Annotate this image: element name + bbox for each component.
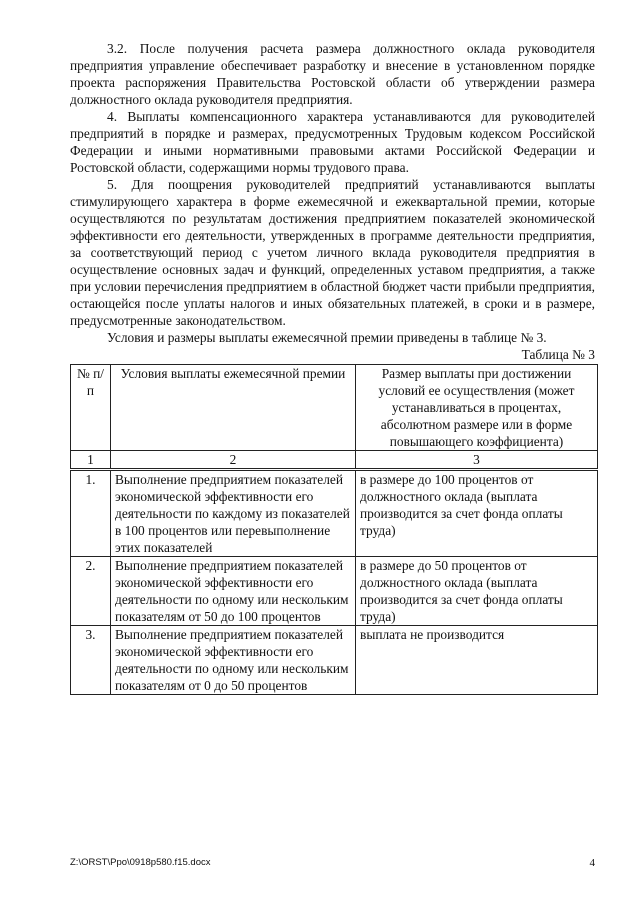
column-number-3: 3 bbox=[356, 451, 598, 470]
paragraph-3-2: 3.2. После получения расчета размера должностного оклада руководителя предприятия управление обеспечивает разработку и внесение в установленном порядке проекта распоряжения Правительства Ростовской области об утверждении размера должностного оклада руководителя предприятия. bbox=[70, 41, 595, 107]
header-size: Размер выплаты при достижении условий ее осуществления (может устанавливаться в процентах, абсолютном размере или в форме повышающего коэффициента) bbox=[356, 365, 598, 451]
row-condition: Выполнение предприятием показателей экономической эффективности его деятельности по одному или нескольким показателям от 50 до 100 процентов bbox=[111, 557, 356, 626]
row-number: 1. bbox=[71, 470, 111, 557]
row-condition: Выполнение предприятием показателей экономической эффективности его деятельности по одному или нескольким показателям от 0 до 50 процентов bbox=[111, 626, 356, 695]
row-number: 3. bbox=[71, 626, 111, 695]
header-number: № п/п bbox=[71, 365, 111, 451]
table-column-numbers-row bbox=[71, 451, 598, 470]
row-condition: Выполнение предприятием показателей экономической эффективности его деятельности по каждому из показателей в 100 процентов или перевыполнение этих показателей bbox=[111, 470, 356, 557]
file-path: Z:\ORST\Ppo\0918p580.f15.docx bbox=[70, 857, 211, 868]
table-row bbox=[71, 470, 598, 557]
header-condition: Условия выплаты ежемесячной премии bbox=[111, 365, 356, 451]
bonus-table bbox=[70, 364, 598, 695]
table-header-row bbox=[71, 365, 598, 451]
paragraph-4: 4. Выплаты компенсационного характера устанавливаются для руководителей предприятий в порядке и размерах, предусмотренных Трудовым кодексом Российской Федерации и иными нормативными правовыми актами Российской Федерации и Ростовской области, содержащими нормы трудового права. bbox=[70, 109, 595, 175]
table-row bbox=[71, 626, 598, 695]
row-size: в размере до 100 процентов от должностного оклада (выплата производится за счет фонда оплаты труда) bbox=[356, 470, 598, 557]
column-number-1: 1 bbox=[71, 451, 111, 470]
column-number-2: 2 bbox=[111, 451, 356, 470]
paragraph-table-intro: Условия и размеры выплаты ежемесячной премии приведены в таблице № 3. bbox=[107, 330, 547, 345]
table-caption: Таблица № 3 bbox=[521, 347, 595, 362]
row-size: в размере до 50 процентов от должностного оклада (выплата производится за счет фонда оплаты труда) bbox=[356, 557, 598, 626]
page-number: 4 bbox=[589, 857, 595, 869]
table-row bbox=[71, 557, 598, 626]
paragraph-5: 5. Для поощрения руководителей предприятий устанавливаются выплаты стимулирующего характера в форме ежемесячной и ежеквартальной премии, которые осуществляются по результатам достижения предприятием показателей экономической эффективности его деятельности, утвержденных в программе деятельности предприятия, за соответствующий период с учетом личного вклада руководителя предприятия в осуществление основных задач и функций, определенных уставом предприятия, а также при условии перечисления предприятием в областной бюджет части прибыли предприятия, остающейся после уплаты налогов и иных обязательных платежей, в сроки и в размере, предусмотренные законодательством. bbox=[70, 177, 595, 328]
row-number: 2. bbox=[71, 557, 111, 626]
row-size: выплата не производится bbox=[356, 626, 598, 695]
document-body bbox=[70, 40, 595, 695]
